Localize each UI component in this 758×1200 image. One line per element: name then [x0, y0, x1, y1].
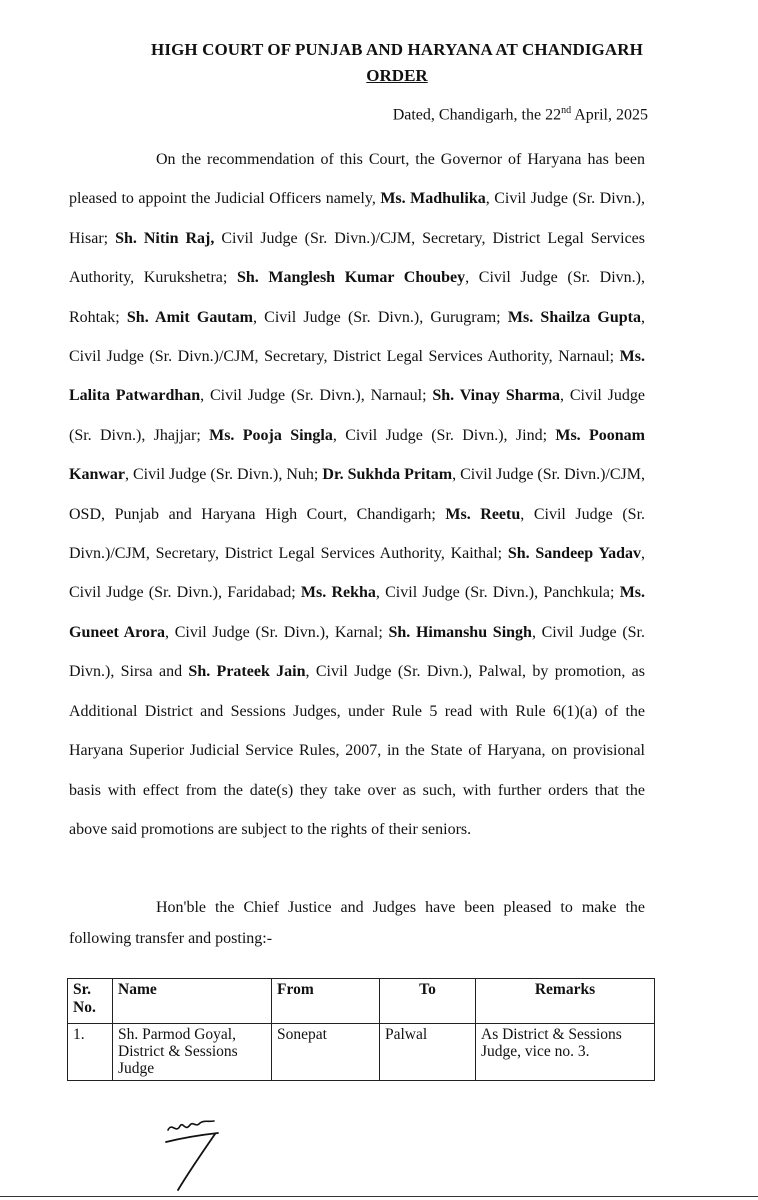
paragraph-text: , Civil Judge (Sr. Divn.), Faridabad; [69, 545, 646, 602]
court-title: HIGH COURT OF PUNJAB AND HARYANA AT CHANDIGARH [151, 40, 643, 59]
officer-name: Ms. Pooja Singla [209, 426, 333, 444]
officer-name: Sh. Amit Gautam [126, 308, 253, 326]
paragraph-text: , Civil Judge (Sr. Divn.), Gurugram; [252, 308, 508, 326]
cell-sr: 1. [68, 1024, 113, 1081]
transfer-table [67, 978, 655, 1081]
officer-name: Ms. Lalita Patwardhan [69, 348, 645, 405]
officer-name: Dr. Sukhda Pritam [322, 466, 453, 484]
order-heading: ORDER [366, 66, 428, 85]
paragraph-text: , Civil Judge (Sr. Divn.), Narnaul; [200, 387, 433, 405]
table-header-row [68, 979, 655, 1024]
table-row [68, 1024, 655, 1081]
officer-name: Sh. Vinay Sharma [432, 387, 561, 405]
col-sr-no: Sr. No. [68, 979, 113, 1024]
paragraph-text: Civil Judge (Sr. Divn.)/CJM, Secretary, District Legal Services Authority, Kurukshetra; [69, 229, 646, 287]
cell-name: Sh. Parmod Goyal, District & Sessions Judge [113, 1024, 272, 1081]
bottom-divider [0, 1196, 758, 1197]
officer-name: Ms. Poonam Kanwar [69, 426, 646, 484]
col-to: To [380, 979, 476, 1024]
paragraph-text: , Civil Judge (Sr. Divn.), Rohtak; [69, 269, 645, 326]
officer-name: Sh. Prateek Jain [188, 663, 306, 681]
officer-name: Sh. Sandeep Yadav [507, 545, 642, 563]
paragraph-text: , Civil Judge (Sr. Divn.), Jhajjar; [69, 387, 646, 444]
transfer-paragraph: Hon'ble the Chief Justice and Judges have been pleased to make the following transfer and posting:- [69, 899, 645, 947]
appointment-paragraph [69, 140, 645, 849]
cell-from: Sonepat [272, 1024, 380, 1081]
paragraph-text: , Civil Judge (Sr. Divn.), Karnal; [165, 623, 389, 641]
officer-name: Ms. Guneet Arora [69, 584, 646, 641]
paragraph-text: , Civil Judge (Sr. Divn.), Panchkula; [375, 584, 620, 602]
cell-to: Palwal [380, 1024, 476, 1081]
col-remarks: Remarks [476, 979, 655, 1024]
paragraph-text: , Civil Judge (Sr. Divn.), Sirsa and [69, 623, 646, 681]
paragraph-text: , Civil Judge (Sr. Divn.)/CJM, Secretary, District Legal Services Authority, Kaithal; [69, 505, 646, 563]
officer-name: Ms. Reetu [445, 505, 521, 523]
officer-name: Sh. Manglesh Kumar Choubey [236, 269, 466, 287]
officer-name: Ms. Rekha [300, 584, 376, 602]
paragraph-text: On the recommendation of this Court, the Governor of Haryana has been pleased to appoint the Judicial Officers namely, [69, 151, 645, 208]
col-from: From [272, 979, 380, 1024]
officer-name: Sh. Himanshu Singh [388, 623, 532, 641]
paragraph-text: , Civil Judge (Sr. Divn.)/CJM, Secretary, District Legal Services Authority, Narnaul; [69, 308, 646, 366]
cell-remarks: As District & Sessions Judge, vice no. 3. [476, 1024, 655, 1081]
officer-name: Sh. Nitin Raj, [115, 229, 215, 247]
officer-name: Ms. Madhulika [380, 190, 486, 208]
paragraph-text: , Civil Judge (Sr. Divn.), Palwal, by promotion, as Additional District and Sessions Judges, under Rule 5 read with Rule 6(1)(a) of the Haryana Superior Judicial Service Rules, 2007, in the State of Haryana, on provisional basis with effect from the date(s) they take over as such, with further orders that the above said promotions are subject to the rights of their seniors. [69, 663, 646, 838]
officer-name: Ms. Shailza Gupta [507, 308, 642, 326]
paragraph-text: , Civil Judge (Sr. Divn.), Jind; [332, 426, 556, 444]
col-name: Name [113, 979, 272, 1024]
paragraph-text: , Civil Judge (Sr. Divn.)/CJM, OSD, Punjab and Haryana High Court, Chandigarh; [69, 466, 645, 523]
order-date: Dated, Chandigarh, the 22nd April, 2025 [392, 105, 648, 124]
paragraph-text: , Civil Judge (Sr. Divn.), Nuh; [125, 466, 323, 484]
paragraph-text: , Civil Judge (Sr. Divn.), Hisar; [69, 190, 645, 247]
signature-image [160, 1112, 230, 1192]
